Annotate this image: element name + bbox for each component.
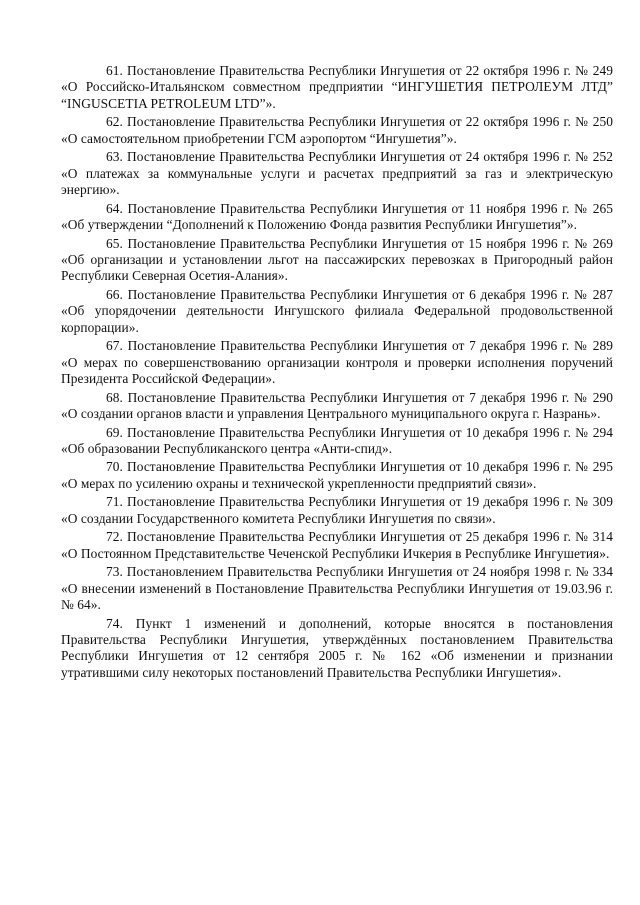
item-text: Постановление Правительства Республики Ингушетия от 11 ноября 1996 г. № 265 «Об утверждении “Дополнений к Положению Фонда развития Республики Ингушетия”». (61, 200, 613, 233)
item-text: Постановление Правительства Республики Ингушетия от 22 октября 1996 г. № 249 «О Российско-Итальянском совместном предприятии “ИНГУШЕТИЯ ПЕТРОЛЕУМ ЛТД” “INGUSCETIA PETROLEUM LTD”». (61, 63, 613, 111)
item-text: Пункт 1 изменений и дополнений, которые вносятся в постановления Правительства Республики Ингушетия, утверждённых постановлением Правительства Республики Ингушетия от 12 сентября 2005 г. № 162 «Об изменении и признании утратившими силу некоторых постановлений Правительства Республики Ингушетия». (61, 615, 613, 680)
list-item (61, 114, 613, 147)
list-item (61, 529, 613, 562)
item-number: 63. (106, 149, 123, 165)
item-number: 72. (106, 529, 123, 545)
item-number: 71. (106, 494, 123, 510)
item-number: 65. (106, 235, 123, 251)
item-text: Постановление Правительства Республики Ингушетия от 6 декабря 1996 г. № 287 «Об упорядочении деятельности Ингушского филиала Федеральной продовольственной корпорации». (61, 286, 613, 335)
item-number: 69. (106, 424, 123, 440)
item-number: 64. (106, 200, 123, 216)
item-number: 62. (106, 114, 123, 130)
list-item (61, 201, 613, 234)
list-item (61, 149, 613, 198)
item-text: Постановлением Правительства Республики Ингушетия от 24 ноября 1998 г. № 334 «О внесении изменений в Постановление Правительства Республики Ингушетия от 19.03.96 г. № 64». (61, 564, 613, 613)
list-item (61, 63, 613, 112)
list-item (61, 459, 613, 492)
document-page (61, 63, 613, 683)
item-text: Постановление Правительства Республики Ингушетия от 24 октября 1996 г. № 252 «О платежах за коммунальные услуги и расчетах предприятий за газ и электрическую энергию». (61, 149, 613, 198)
item-number: 73. (106, 564, 123, 580)
item-text: Постановление Правительства Республики Ингушетия от 7 декабря 1996 г. № 289 «О мерах по совершенствованию организации контроля и проверки исполнения поручений Президента Российской Федерации». (61, 338, 613, 387)
item-text: Постановление Правительства Республики Ингушетия от 10 декабря 1996 г. № 295 «О мерах по усилению охраны и технической укрепленности предприятий связи». (61, 459, 613, 491)
item-text: Постановление Правительства Республики Ингушетия от 15 ноября 1996 г. № 269 «Об организации и установлении льгот на пассажирских перевозках в Пригородный район Республики Северная Осетия-Алания». (61, 235, 613, 284)
item-number: 68. (106, 389, 123, 405)
list-item (61, 236, 613, 285)
item-number: 61. (106, 63, 123, 78)
list-item (61, 425, 613, 458)
item-number: 70. (106, 459, 123, 475)
item-text: Постановление Правительства Республики Ингушетия от 10 декабря 1996 г. № 294 «Об образовании Республиканского центра «Анти-спид». (61, 424, 613, 456)
item-text: Постановление Правительства Республики Ингушетия от 22 октября 1996 г. № 250 «О самостоятельном приобретении ГСМ аэропортом “Ингушетия”». (61, 114, 613, 146)
item-number: 67. (106, 338, 123, 354)
list-item (61, 564, 613, 613)
item-text: Постановление Правительства Республики Ингушетия от 7 декабря 1996 г. № 290 «О создании органов власти и управления Центрального муниципального округа г. Назрань». (61, 389, 613, 422)
item-number: 74. (106, 615, 123, 631)
list-item (61, 390, 613, 423)
list-item (61, 287, 613, 336)
list-item (61, 338, 613, 387)
list-item (61, 494, 613, 527)
list-item (61, 616, 613, 682)
item-text: Постановление Правительства Республики Ингушетия от 19 декабря 1996 г. № 309 «О создании Государственного комитета Республики Ингушетия по связи». (61, 494, 613, 526)
item-number: 66. (106, 286, 123, 302)
item-text: Постановление Правительства Республики Ингушетия от 25 декабря 1996 г. № 314 «О Постоянном Представительстве Чеченской Республики Ичкерия в Республике Ингушетия». (61, 529, 613, 561)
